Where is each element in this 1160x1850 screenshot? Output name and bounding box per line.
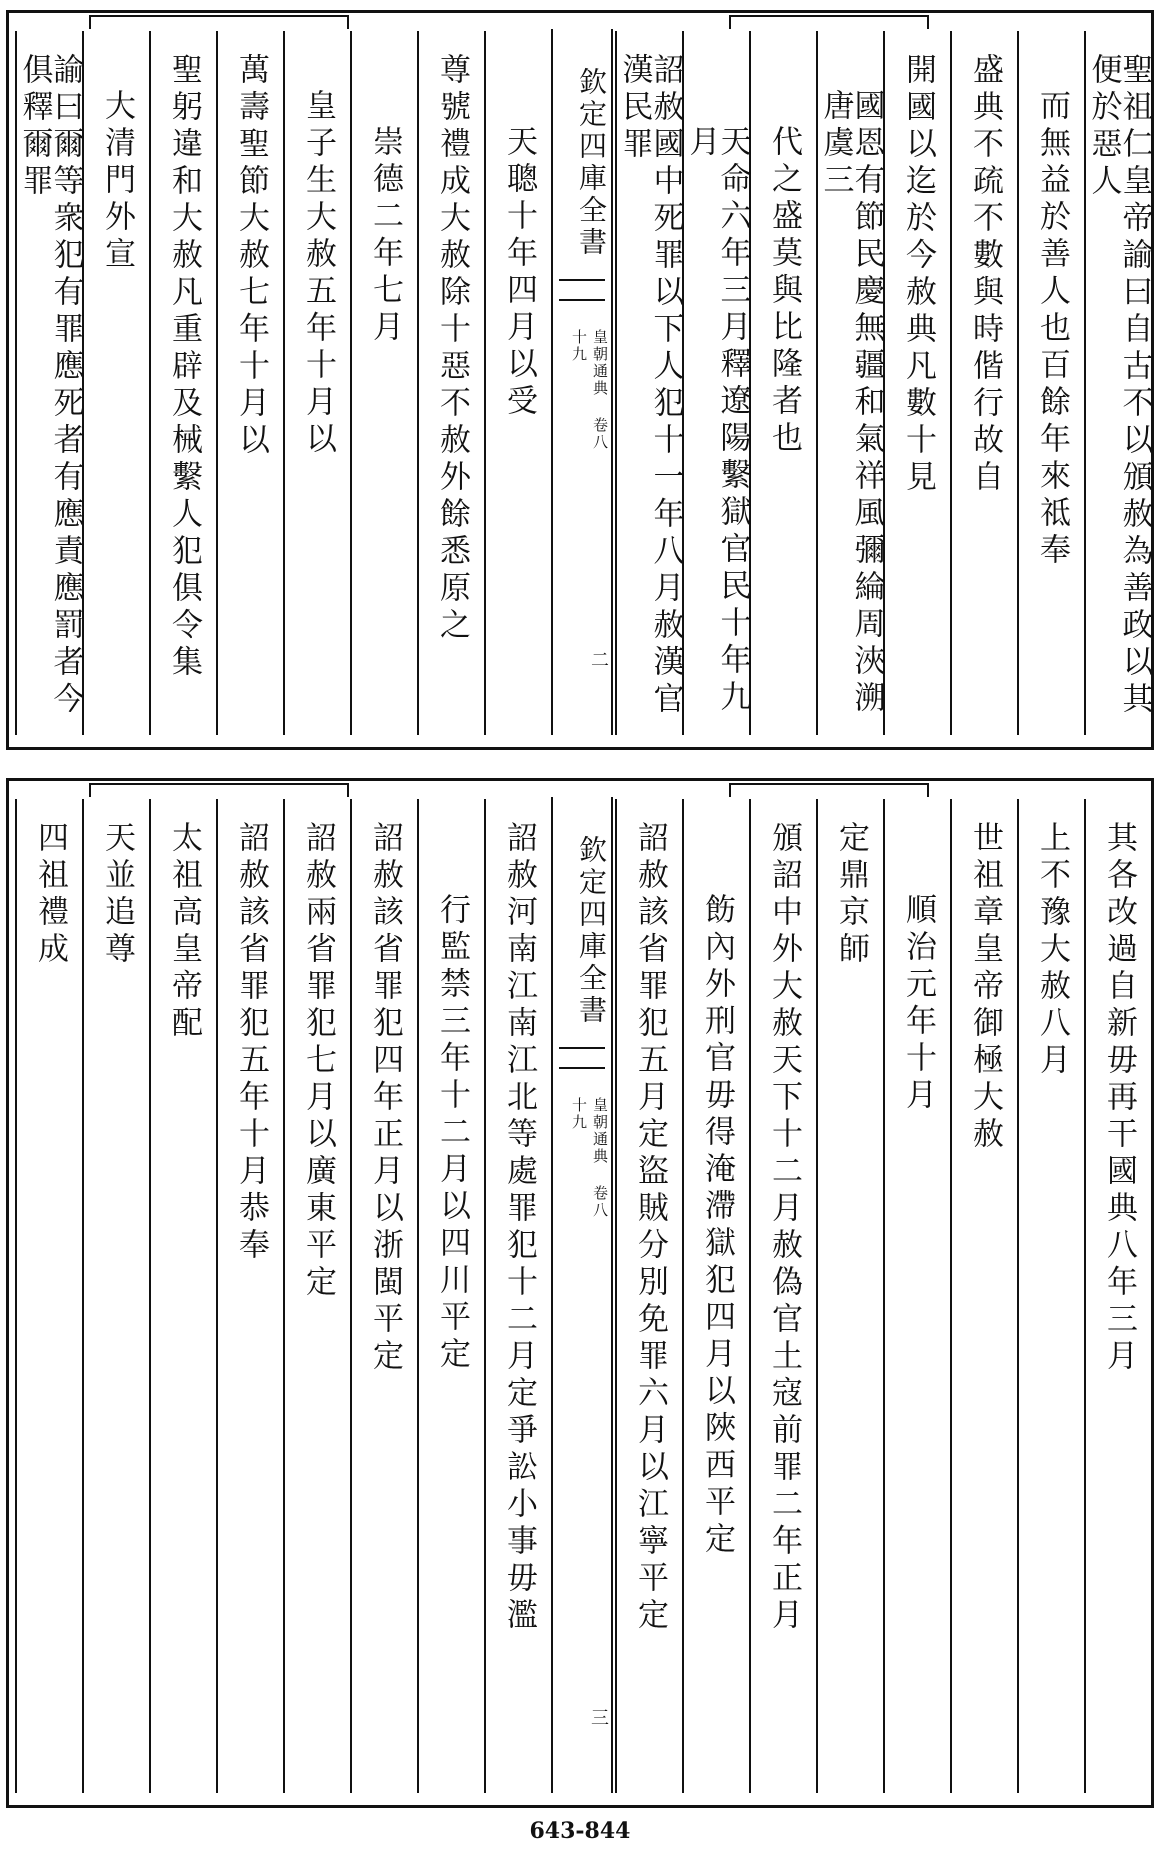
column-text: 而無益於善人也百餘年來祗奉 (1034, 89, 1070, 570)
column-text: 詔赦兩省罪犯七月以廣東平定 (300, 821, 336, 1302)
column-text: 行監禁三年十二月以四川平定 (434, 893, 470, 1374)
text-column (283, 799, 350, 1793)
upper-page-panel (6, 10, 1154, 750)
text-column (15, 799, 82, 1793)
top-ornament (89, 15, 349, 29)
text-column (883, 31, 950, 735)
catalog-code: 643-844 (529, 1818, 631, 1844)
column-text: 其各改過自新毋再干國典八年三月 (1101, 821, 1137, 1376)
text-column (816, 31, 883, 735)
column-text: 詔赦河南江南江北等處罪犯十二月定爭訟小事毋濫 (501, 821, 537, 1635)
column-text: 太祖高皇帝配 (166, 821, 202, 1043)
text-column (82, 799, 149, 1793)
column-text: 聖躬違和大赦凡重辟及械繫人犯俱令集 (166, 53, 202, 682)
text-column (216, 31, 283, 735)
center-spine (551, 797, 613, 1793)
text-column (350, 799, 417, 1793)
column-text: 順治元年十月 (900, 893, 936, 1115)
column-text: 崇德二年七月 (367, 125, 403, 347)
text-column (484, 31, 551, 735)
text-column (816, 799, 883, 1793)
column-text: 大清門外宣 (99, 89, 135, 274)
text-column (484, 799, 551, 1793)
column-text: 天命六年三月釋遼陽繫獄官民十年九月 (683, 125, 751, 717)
text-column (417, 31, 484, 735)
text-column (1084, 799, 1151, 1793)
page-number: 三 (588, 1708, 609, 1726)
column-text: 詔赦該省罪犯五月定盜賊分別免罪六月以江寧平定 (632, 821, 668, 1635)
column-text: 上不豫大赦八月 (1034, 821, 1070, 1080)
text-column (749, 799, 816, 1793)
column-text: 萬壽聖節大赦七年十月以 (233, 53, 269, 460)
column-text: 飭內外刑官毋得淹滯獄犯四月以陜西平定 (699, 893, 735, 1559)
column-text: 天並追尊 (99, 821, 135, 969)
text-column (283, 31, 350, 735)
text-column (149, 31, 216, 735)
top-ornament (89, 783, 349, 797)
column-text: 皇子生大赦五年十月以 (300, 89, 336, 459)
text-column (82, 31, 149, 735)
column-text: 盛典不疏不數與時偕行故自 (967, 53, 1003, 497)
column-text: 國恩有節民慶無疆和氣祥風彌綸周浹溯唐虞三 (817, 89, 885, 718)
column-text: 尊號禮成大赦除十惡不赦外餘悉原之 (434, 53, 470, 645)
text-column (1017, 799, 1084, 1793)
column-text: 定鼎京師 (833, 821, 869, 969)
column-text: 詔赦該省罪犯四年正月以浙閩平定 (367, 821, 403, 1376)
text-column (350, 31, 417, 735)
text-column (216, 799, 283, 1793)
text-column (883, 799, 950, 1793)
column-text: 四祖禮成 (32, 821, 68, 969)
text-column (1084, 31, 1151, 735)
column-text: 頒詔中外大赦天下十二月赦偽官土寇前罪二年正月 (766, 821, 802, 1635)
top-ornament (729, 783, 929, 797)
column-text: 諭曰爾等衆犯有罪應死者有應責應罰者今俱釋爾罪 (16, 53, 84, 719)
top-ornament (729, 15, 929, 29)
text-column (749, 31, 816, 735)
fish-tail-ornament (559, 279, 605, 321)
fish-tail-ornament (559, 1047, 605, 1089)
text-column (950, 31, 1017, 735)
text-column (417, 799, 484, 1793)
text-column (615, 799, 682, 1793)
volume-label: 皇朝通典 卷八十九 (570, 329, 609, 451)
column-text: 天聰十年四月以受 (501, 125, 537, 421)
book-title: 欽定四庫全書 (575, 67, 608, 259)
lower-page-panel (6, 778, 1154, 1808)
text-column (682, 799, 749, 1793)
book-title: 欽定四庫全書 (575, 835, 608, 1027)
column-text: 世祖章皇帝御極大赦 (967, 821, 1003, 1154)
text-column (15, 31, 82, 735)
column-text: 代之盛莫與比隆者也 (766, 125, 802, 458)
text-column (682, 31, 749, 735)
column-text: 聖祖仁皇帝諭曰自古不以頒赦為善政以其便於惡人 (1085, 53, 1153, 719)
column-text: 開國以迄於今赦典凡數十見 (900, 53, 936, 497)
page-number: 二 (588, 650, 609, 668)
volume-label: 皇朝通典 卷八十九 (570, 1097, 609, 1219)
center-spine (551, 29, 613, 735)
text-column (950, 799, 1017, 1793)
text-column (1017, 31, 1084, 735)
text-column (149, 799, 216, 1793)
column-text: 詔赦該省罪犯五年十月恭奉 (233, 821, 269, 1265)
text-column (615, 31, 682, 735)
column-text: 詔赦國中死罪以下人犯十一年八月赦漢官漢民罪 (616, 53, 684, 719)
